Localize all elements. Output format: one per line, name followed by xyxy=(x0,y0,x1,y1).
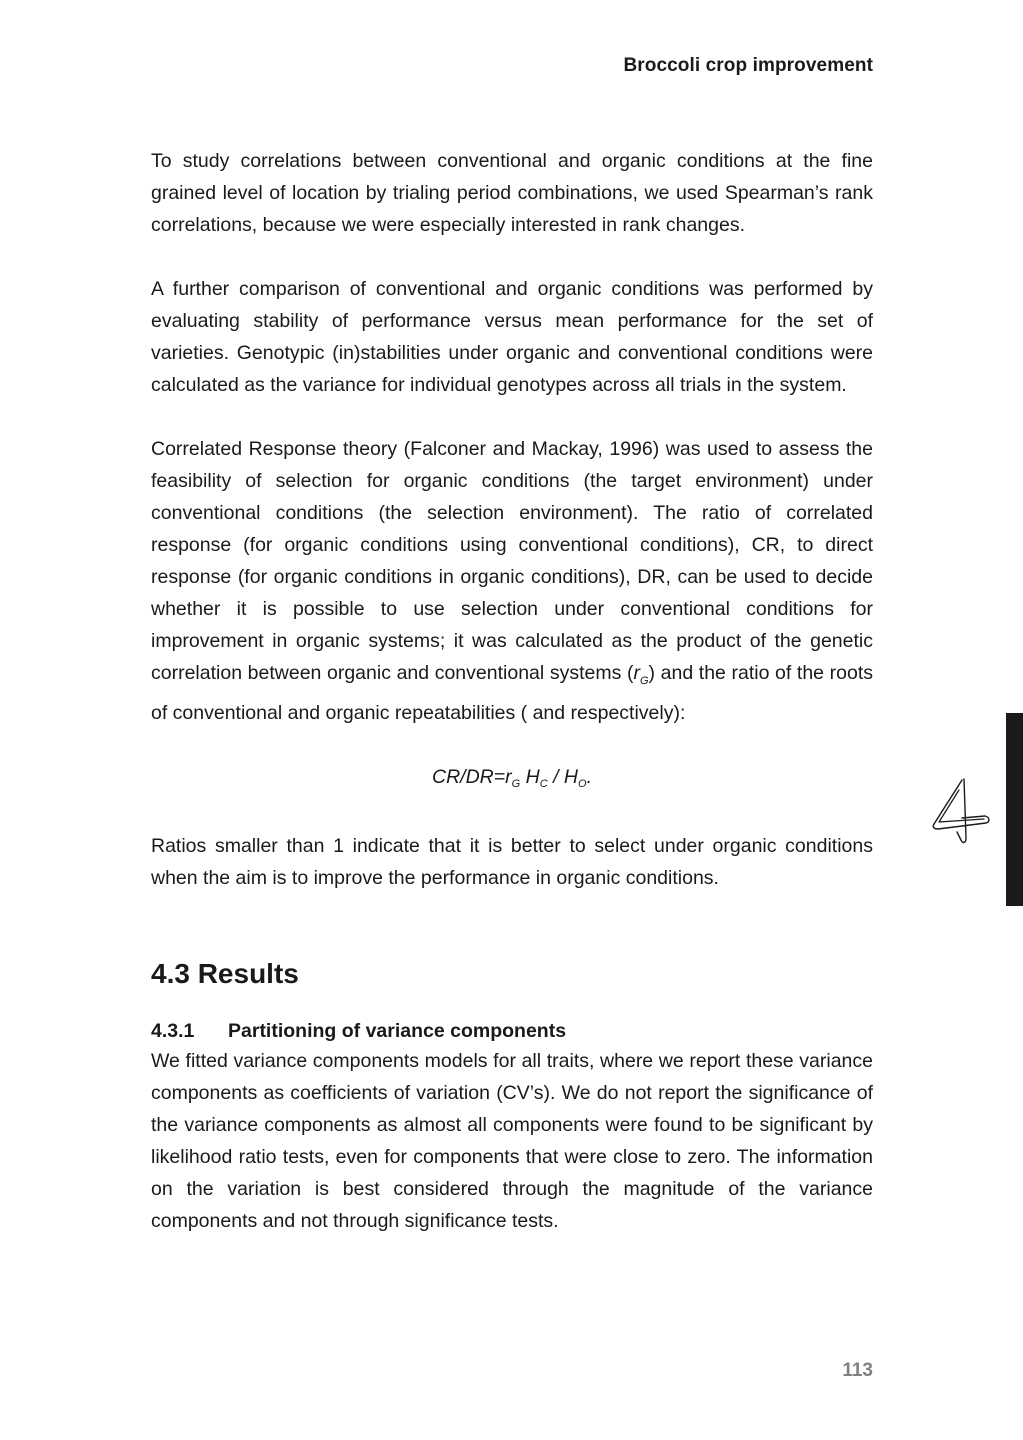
genetic-correlation-subscript: G xyxy=(639,675,649,687)
paragraph-spearman: To study correlations between conventional and organic conditions at the fine grained level of location by trialing period combinations, we used Spearman’s rank correlations, because we were especially interested in rank changes. xyxy=(151,150,873,236)
subsection-title-text: Partitioning of variance components xyxy=(228,1020,567,1042)
equation-subscript: G xyxy=(511,778,521,790)
paragraph-correlated-response xyxy=(151,433,873,729)
chapter-number-4-icon xyxy=(928,776,992,846)
paragraph-text: Correlated Response theory (Falconer and Mackay, 1996) was used to assess the feasibility of selection for organic conditions (the target environment) under conventional conditions (the selection environment). The ratio of correlated response (for organic conditions using conventional conditions), CR, to direct response (for organic conditions in organic conditions), DR, can be used to decide whether it is possible to use selection under conventional conditions for improvement in organic systems; it was calculated as the product of the genetic correlation between organic and conventional systems ( xyxy=(151,438,873,684)
running-header: Broccoli crop improvement xyxy=(623,55,873,76)
equation-cr-dr xyxy=(151,761,873,800)
chapter-thumb-tab xyxy=(1006,713,1023,906)
equation-term: / H xyxy=(547,766,578,788)
equation-subscript: C xyxy=(539,778,548,790)
paragraph-ratios: Ratios smaller than 1 indicate that it is better to select under organic conditions when the aim is to improve the performance in organic conditions. xyxy=(151,835,873,889)
equation-term: H xyxy=(520,766,540,788)
paragraph-stability: A further comparison of conventional and organic conditions was performed by evaluating stability of performance versus mean performance for the set of varieties. Genotypic (in)stabilities under organic and conventional conditions were calculated as the variance for individual genotypes across all trials in the system. xyxy=(151,278,873,396)
equation-subscript: O xyxy=(578,778,587,790)
paragraph-variance-components: We fitted variance components models for all traits, where we report these variance components as coefficients of variation (CV’s). We do not report the significance of the variance components as almost all components were found to be significant by likelihood ratio tests, even for components that were close to zero. The information on the variation is best considered through the magnitude of the variance components and not through significance tests. xyxy=(151,1050,873,1232)
genetic-correlation-symbol: r xyxy=(633,662,640,684)
section-title: 4.3 Results xyxy=(151,958,299,989)
page-body xyxy=(151,145,873,1237)
equation-lhs: CR/DR=r xyxy=(432,766,512,788)
subsection-number: 4.3.1 xyxy=(151,1020,195,1042)
equation-end: . xyxy=(586,766,592,788)
page-number: 113 xyxy=(842,1360,873,1381)
paragraph-text: ) and the ratio of the roots of conventional and organic repeatabilities ( and respectively): xyxy=(151,662,873,724)
subsection-title xyxy=(151,1017,873,1045)
